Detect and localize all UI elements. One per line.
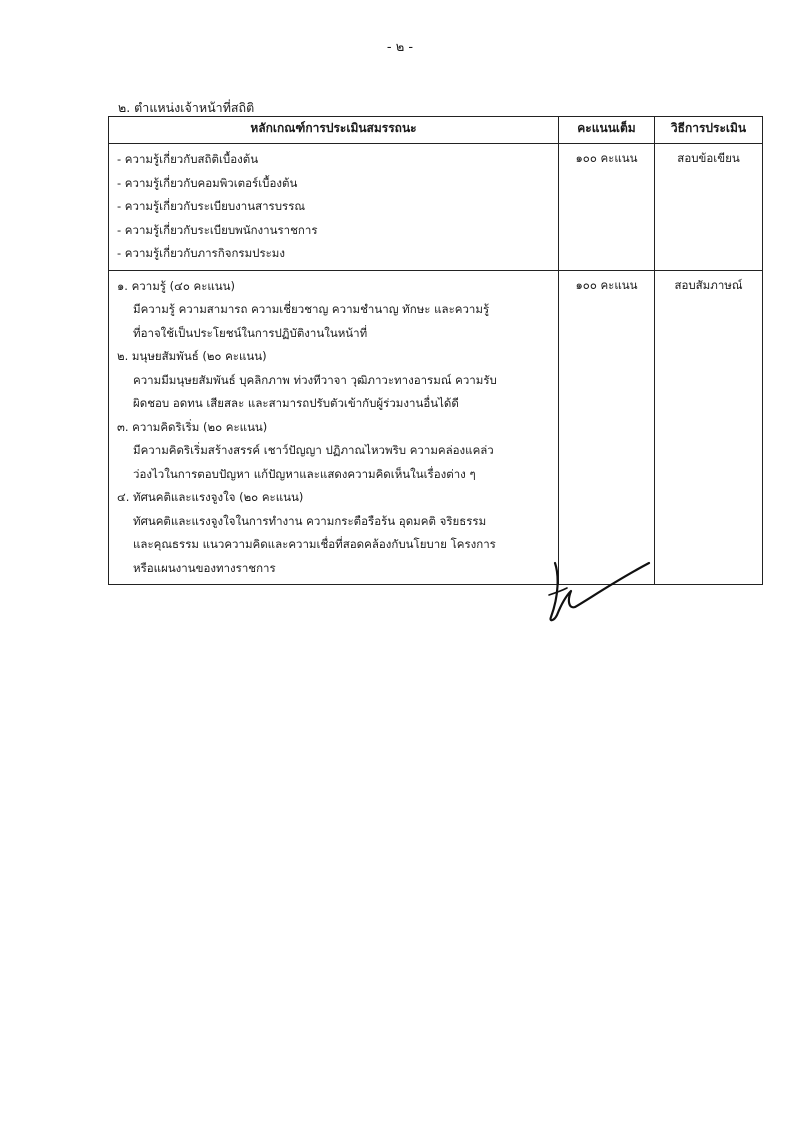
interview-group-heading: ๑. ความรู้ (๔๐ คะแนน) — [117, 278, 235, 293]
signature-mark — [545, 555, 655, 631]
written-item: - ความรู้เกี่ยวกับภารกิจกรมประมง — [117, 246, 286, 260]
header-score: คะแนนเต็ม — [559, 117, 655, 144]
interview-group-line: ผิดชอบ อดทน เสียสละ และสามารถปรับตัวเข้ากับผู้ร่วมงานอื่นได้ดี — [133, 396, 459, 410]
interview-method: สอบสัมภาษณ์ — [655, 270, 763, 585]
interview-group-line: หรือแผนงานของทางราชการ — [133, 560, 276, 575]
header-criteria: หลักเกณฑ์การประเมินสมรรถนะ — [109, 117, 559, 144]
interview-group-line: มีความคิดริเริ่มสร้างสรรค์ เชาว์ปัญญา ปฏิภาณไหวพริบ ความคล่องแคล่ว — [133, 443, 494, 457]
written-item: - ความรู้เกี่ยวกับระเบียบงานสารบรรณ — [117, 199, 306, 213]
table-row-written — [109, 144, 763, 271]
page-number: - ๒ - — [386, 40, 414, 55]
section-title: ๒. ตำแหน่งเจ้าหน้าที่สถิติ — [118, 100, 255, 115]
written-method: สอบข้อเขียน — [655, 144, 763, 271]
interview-group-heading: ๔. ทัศนคติและแรงจูงใจ (๒๐ คะแนน) — [117, 490, 304, 504]
written-item: - ความรู้เกี่ยวกับระเบียบพนักงานราชการ — [117, 222, 318, 237]
header-method: วิธีการประเมิน — [655, 117, 763, 144]
interview-group-line: ทัศนคติและแรงจูงใจในการทำงาน ความกระตือรือร้น อุดมคติ จริยธรรม — [133, 513, 487, 528]
written-score: ๑๐๐ คะแนน — [559, 144, 655, 271]
interview-group-line: ว่องไวในการตอบปัญหา แก้ปัญหาและแสดงความคิดเห็นในเรื่องต่าง ๆ — [133, 466, 476, 481]
interview-group-heading: ๓. ความคิดริเริ่ม (๒๐ คะแนน) — [117, 419, 268, 434]
interview-group-heading: ๒. มนุษยสัมพันธ์ (๒๐ คะแนน) — [117, 349, 267, 363]
table-header-row — [109, 117, 763, 144]
written-item: - ความรู้เกี่ยวกับคอมพิวเตอร์เบื้องต้น — [117, 175, 298, 190]
written-criteria-cell — [109, 144, 559, 271]
interview-group-line: ที่อาจใช้เป็นประโยชน์ในการปฏิบัติงานในหน้าที่ — [133, 325, 368, 340]
interview-score: ๑๐๐ คะแนน — [559, 270, 655, 585]
written-item: - ความรู้เกี่ยวกับสถิติเบื้องต้น — [117, 152, 259, 166]
criteria-table — [108, 116, 763, 585]
interview-group-line: ความมีมนุษยสัมพันธ์ บุคลิกภาพ ท่วงทีวาจา วุฒิภาวะทางอารมณ์ ความรับ — [133, 372, 497, 387]
interview-group-line: มีความรู้ ความสามารถ ความเชี่ยวชาญ ความชำนาญ ทักษะ และความรู้ — [133, 302, 490, 316]
interview-criteria-cell — [109, 270, 559, 585]
interview-group-line: และคุณธรรม แนวความคิดและความเชื่อที่สอดคล้องกับนโยบาย โครงการ — [133, 537, 496, 551]
table-row-interview — [109, 270, 763, 585]
